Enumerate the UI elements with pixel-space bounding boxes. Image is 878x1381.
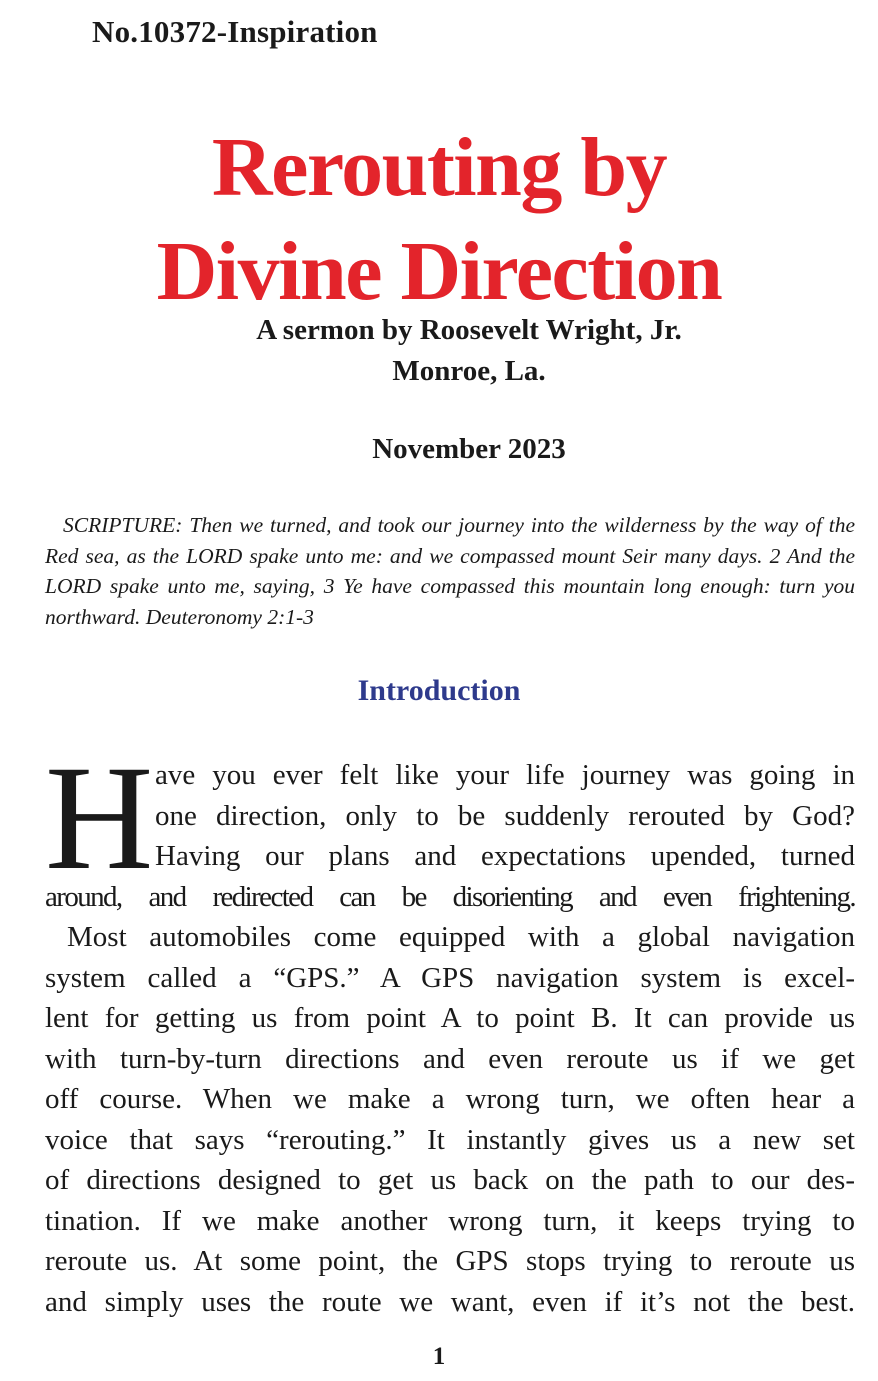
dropcap-line-1: ave you ever felt like your life journey was going in — [155, 759, 855, 791]
title-line-1: Rerouting by — [211, 121, 667, 214]
paragraph-2-line-4: with turn-by-turn directions and even reroute us if we get — [45, 1042, 855, 1075]
paragraph-2-line-5: off course. When we make a wrong turn, we often hear a — [45, 1083, 855, 1115]
author-location: Monroe, La. — [392, 355, 546, 387]
scripture-text: SCRIPTURE: Then we turned, and took our journey into the wilderness by the way of the Red sea, as the LORD spake unto me: and we compassed mount Seir many days. 2 And the LORD spake unto me, saying, 3 Ye have compassed this mountain long enough: turn you northward. Deuteronomy 2:1-3 — [45, 513, 855, 629]
scripture-passage — [45, 510, 855, 632]
dropcap-line-3: Having our plans and expectations upended, turned — [155, 840, 855, 872]
paragraph-2-line-6: voice that says “rerouting.” It instantly gives us a new set — [45, 1123, 855, 1156]
paragraph-2-line-10: and simply uses the route we want, even if it’s not the best. — [45, 1285, 855, 1318]
dropcap-line-2: one direction, only to be suddenly rerouted by God? — [155, 799, 855, 832]
author-byline: A sermon by Roosevelt Wright, Jr. — [256, 314, 682, 346]
paragraph-2-line-2: system called a “GPS.” A GPS navigation system is excel- — [45, 961, 855, 994]
section-heading: Introduction — [357, 674, 521, 707]
paragraph-2-line-8: tination. If we make another wrong turn, it keeps trying to — [45, 1204, 855, 1237]
body-text — [45, 735, 855, 1322]
issue-number: No.10372-Inspiration — [92, 14, 378, 49]
drop-cap: H — [45, 735, 154, 901]
paragraph-2-line-7: of directions designed to get us back on the path to our des- — [45, 1164, 855, 1196]
paragraph-2-line-1: Most automobiles come equipped with a global navigation — [67, 921, 855, 953]
title-line-2: Divine Direction — [156, 225, 722, 318]
paragraph-2-line-9: reroute us. At some point, the GPS stops trying to reroute us — [45, 1245, 855, 1277]
second-paragraph — [45, 917, 855, 1322]
page-number: 1 — [432, 1343, 446, 1370]
first-paragraph — [45, 735, 855, 917]
paragraph-2-line-3: lent for getting us from point A to point B. It can provide us — [45, 1002, 855, 1034]
sermon-date: November 2023 — [372, 433, 566, 465]
paragraph-1-line-4: around, and redirected can be disorienting and even frightening. — [45, 880, 855, 913]
